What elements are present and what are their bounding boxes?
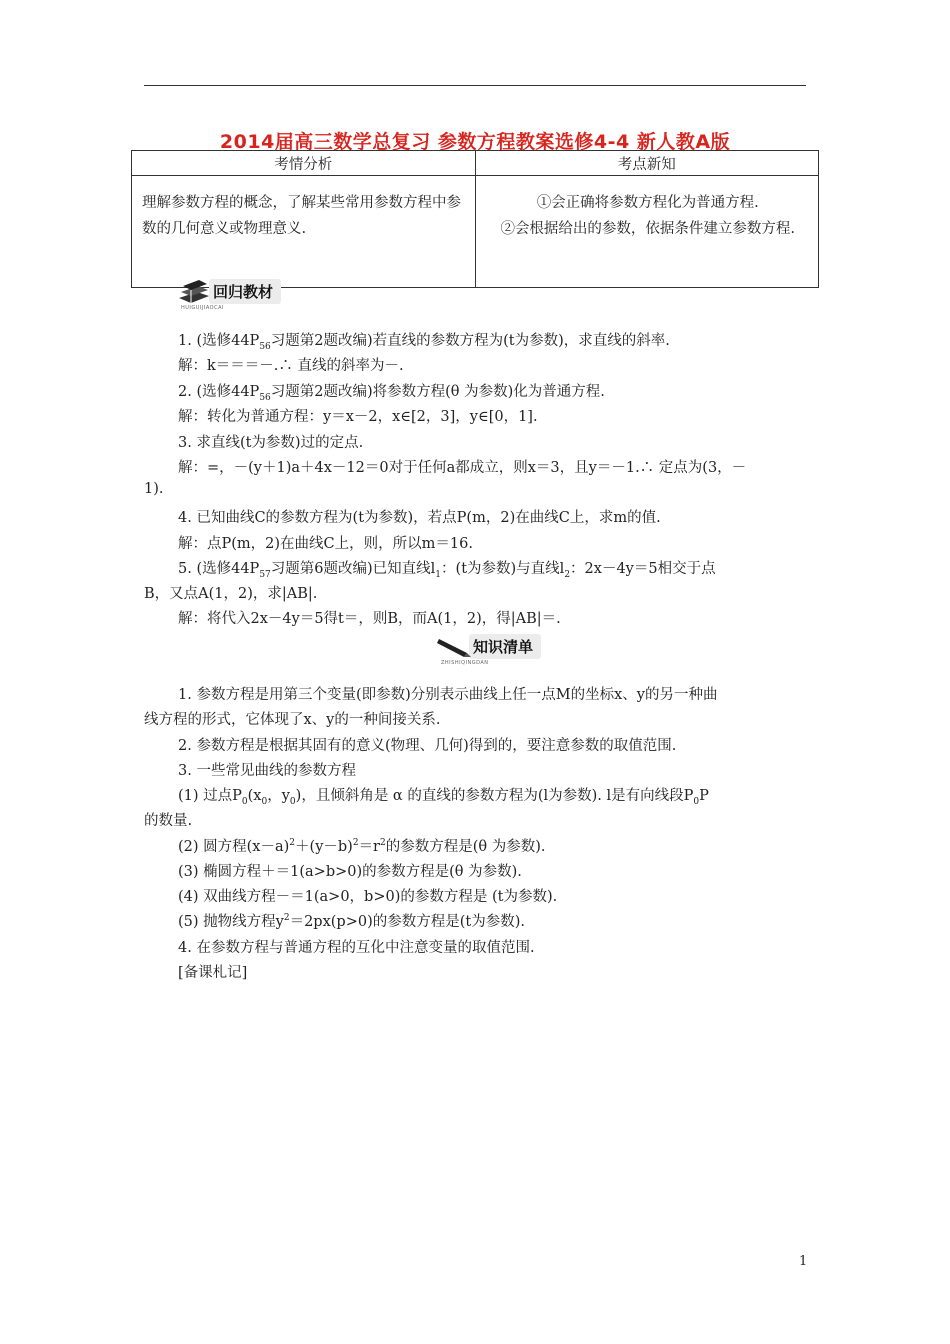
text-line: 4. 在参数方程与普通方程的互化中注意变量的取值范围.: [178, 940, 535, 956]
text-line: 解：=，－(y＋1)a＋4x－12＝0对于任何a都成立，则x＝3，且y＝－1.∴ 定点为(3，－: [178, 460, 747, 476]
text-line: 线方程的形式，它体现了x、y的一种间接关系.: [144, 712, 441, 728]
text-line: 1. (选修$44P_{56}$习题第2题改编)若直线的参数方程为(t为参数)，求直线的斜率.: [178, 333, 670, 352]
text-line: B，又点A(1，2)，求|AB|.: [144, 586, 318, 602]
pen-icon: [437, 633, 471, 659]
table-right-line-2: ②会根据给出的参数，依据条件建立参数方程.: [500, 221, 796, 237]
text-line: 解：将代入2x－4y＝5得t＝，则B，而A(1，2)，得|AB|＝.: [178, 611, 561, 627]
table-header-left: 考情分析: [132, 151, 476, 176]
text-line: [备课札记]: [178, 965, 248, 981]
text-line: 2. 参数方程是根据其固有的意义(物理、几何)得到的，要注意参数的取值范围.: [178, 738, 677, 754]
text-line: 2. (选修$44P_{56}$习题第2题改编)将参数方程(θ 为参数)化为普通方程.: [178, 384, 605, 403]
text-line: (5) 抛物线方程$y^2=2px(p>0)$的参数方程是(t为参数).: [178, 913, 525, 930]
section-label: 回归教材: [209, 279, 281, 304]
text-line: (3) 椭圆方程＋＝1(a>b>0)的参数方程是(θ 为参数).: [178, 864, 522, 880]
text-line: 解：转化为普通方程：y＝x－2，x∈[2，3]，y∈[0，1].: [178, 409, 538, 425]
table-header-right: 考点新知: [475, 151, 819, 176]
text-line: 4. 已知曲线C的参数方程为(t为参数)，若点P(m，2)在曲线C上，求m的值.: [178, 510, 661, 526]
text-line: 的数量.: [144, 813, 193, 829]
analysis-table: [131, 150, 819, 288]
section-pinyin: HUIGUIJIAOCAI: [181, 305, 225, 311]
text-line: 3. 一些常见曲线的参数方程: [178, 763, 356, 779]
text-line: 1. 参数方程是用第三个变量(即参数)分别表示曲线上任一点M的坐标x、y的另一种曲: [178, 687, 718, 703]
table-right-line-1: ①会正确将参数方程化为普通方程.: [536, 195, 759, 211]
text-line: 1).: [144, 481, 164, 497]
book-stack-icon: [177, 278, 211, 304]
section-label: 知识清单: [469, 634, 541, 659]
page-number: 1: [799, 1254, 808, 1269]
header-rule: [144, 85, 806, 86]
section-badge-huigui: [177, 276, 281, 311]
text-line: 解：点P(m，2)在曲线C上，则，所以m＝16.: [178, 536, 473, 552]
text-line: (2) 圆方程$(x-a)^2+(y-b)^2=r^2$的参数方程是(θ 为参数).: [178, 838, 546, 855]
document-title: 2014届高三数学总复习 参数方程教案选修4-4 新人教A版: [219, 131, 731, 153]
table-cell-left: 理解参数方程的概念，了解某些常用参数方程中参数的几何意义或物理意义.: [132, 176, 476, 288]
table-cell-right: [475, 176, 819, 288]
section-badge-zhishi: [437, 631, 541, 666]
text-line: (4) 双曲线方程－＝1(a>0，b>0)的参数方程是 (t为参数).: [178, 889, 558, 905]
text-line: 解：k＝＝＝－.∴ 直线的斜率为－.: [178, 358, 404, 374]
text-line: 3. 求直线(t为参数)过的定点.: [178, 435, 364, 451]
text-line: (1) 过点$P_0(x_0$，$y_0$)，且倾斜角是 α 的直线的参数方程为(l为参数). l是有向线段$P_0P$: [178, 788, 709, 807]
text-line: 5. (选修$44P_{57}$习题第6题改编)已知直线$l_1$：(t为参数)与直线$l_2$：2x－4y＝5相交于点: [178, 561, 716, 580]
section-pinyin: ZHISHIQINGDAN: [441, 660, 489, 666]
